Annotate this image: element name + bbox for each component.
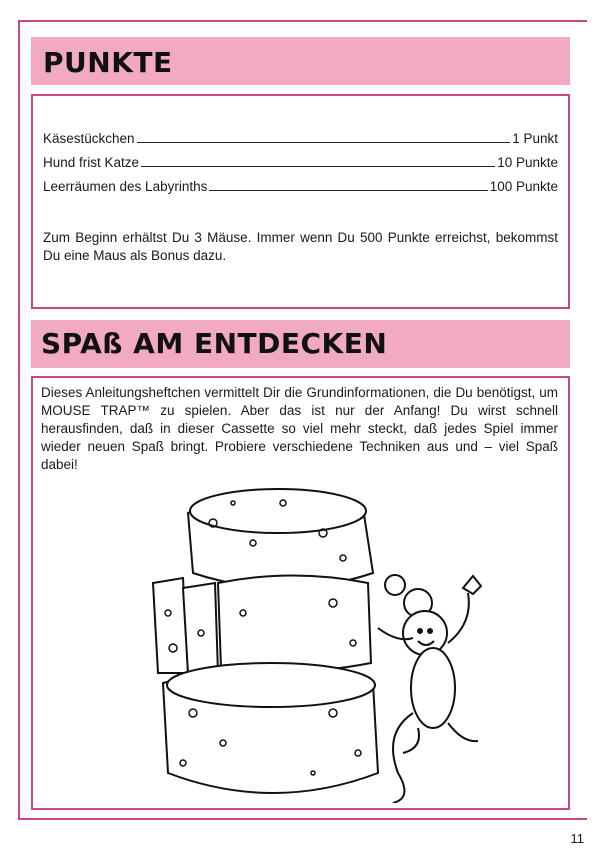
score-points: 1 Punkt: [512, 131, 558, 146]
bonus-text: Zum Beginn erhältst Du 3 Mäuse. Immer wenn Du 500 Punkte erreichst, bekommst Du eine Maus als Bonus dazu.: [43, 230, 558, 263]
score-item: Hund frist Katze: [43, 155, 140, 170]
intro-text: Dieses Anleitungsheftchen vermittelt Dir die Grundinformationen, die Du benötigst, um MOUSE TRAP™ zu spielen. Aber das ist nur der Anfang! Du wirst schnell herausfinden, daß in dieser Cassette so viel mehr steckt, daß jedes Spiel immer wieder neuen Spaß bringt. Probiere verschiedene Techniken aus und – viel Spaß dabei!: [41, 385, 558, 472]
section-header-punkte: [31, 37, 570, 85]
score-points: 10 Punkte: [497, 155, 558, 170]
leader-line: [209, 190, 487, 191]
score-points: 100 Punkte: [489, 179, 558, 194]
page-number: 11: [570, 831, 584, 846]
section-header-spass: [31, 320, 570, 368]
intro-text-box: [31, 376, 570, 810]
cheese-and-mouse-icon: [133, 473, 493, 803]
score-table-box: [31, 94, 570, 309]
section-title-punkte: PUNKTE: [43, 46, 173, 79]
score-item: Leerräumen des Labyrinths: [43, 179, 208, 194]
section-title-spass: SPAß AM ENTDECKEN: [41, 327, 388, 360]
leader-line: [141, 166, 495, 167]
leader-line: [137, 142, 511, 143]
score-row: [43, 155, 558, 170]
score-row: [43, 179, 558, 194]
score-row: [43, 131, 558, 146]
score-item: Käsestückchen: [43, 131, 135, 146]
